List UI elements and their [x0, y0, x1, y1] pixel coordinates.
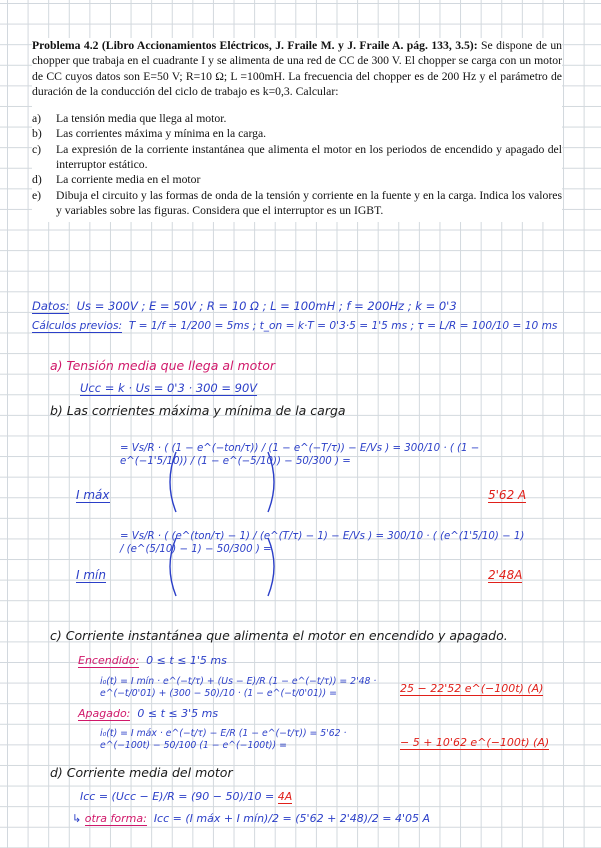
question-text: La expresión de la corriente instantánea que alimenta el motor en los periodos de encendido y apagado del interruptor estático. [56, 142, 562, 172]
previos-label: Cálculos previos: [32, 320, 123, 332]
encendido-formula: i₀(t) = I mín · e^(−t/τ) + (Us − E)/R (1 − e^(−t/τ)) = 2'48 · e^(−t/0'01) + (300 − 50)/10 · (1 − e^(−t/0'01)) = [100, 676, 377, 699]
imax-value: 5'62 A [488, 488, 527, 502]
arrow-icon: ↳ [72, 812, 82, 825]
previos-values: T = 1/f = 1/200 = 5ms ; t_on = k·T = 0'3·5 = 1'5 ms ; τ = L/R = 100/10 = 10 ms [128, 320, 558, 332]
question-letter: a) [32, 112, 42, 126]
imax-expression: = Vs/R · ( (1 − e^(−ton/τ)) / (1 − e^(−T/τ)) − E/Vs ) = 300/10 · ( (1 − e^(−1'5/10)) / (1 − e^(−5/10)) − 50/300 ) = [120, 443, 480, 467]
imax-symbol: I máx [76, 488, 110, 502]
apagado-formula: i₀(t) = I máx · e^(−t/τ) − E/R (1 − e^(−t/τ)) = 5'62 · e^(−100t) − 50/100 (1 − e^(−100t)) = [100, 728, 347, 751]
otra-forma-label: otra forma: [84, 812, 147, 825]
question-text: Las corrientes máxima y mínima en la carga. [56, 127, 267, 141]
question-text: La corriente media en el motor [56, 173, 201, 187]
question-text: La tensión media que llega al motor. [56, 112, 227, 126]
question-letter: b) [32, 127, 42, 141]
problem-heading: Problema 4.2 (Libro Accionamientos Eléctricos, J. Fraile M. y J. Fraile A. pág. 133, 3.5): [32, 39, 478, 52]
problem-text: Se dispone de un chopper que trabaja en el cuadrante I y se alimenta de una red de CC de 300 V. El chopper se carga con un motor de CC cuyos datos son E=50 V; R=10 Ω; L =100mH. La frecuencia del chopper es de 200 Hz y el parámetro de duración de la conducción del ciclo de trabajo es k=0,3. Calcular: [32, 39, 563, 98]
encendido-range: 0 ≤ t ≤ 1'5 ms [146, 654, 227, 667]
question-text: Dibuja el circuito y las formas de onda de la tensión y corriente en la fuente y en la carga. Indica los valores y variables sobre las figuras. Considera que el interruptor es un IGBT. [56, 188, 562, 217]
imin-value: 2'48A [488, 568, 523, 582]
section-c-title: c) Corriente instantánea que alimenta el motor en encendido y apagado. [50, 628, 508, 643]
apagado-result-value: − 5 + 10'62 e^(−100t) (A) [400, 736, 550, 749]
apagado-range: 0 ≤ t ≤ 3'5 ms [137, 707, 219, 720]
datos-label: Datos: [32, 299, 70, 313]
otra-forma-formula: Icc = (I máx + I mín)/2 = (5'62 + 2'48)/2 = 4'05 A [153, 812, 431, 825]
icc-result: 4A [277, 790, 293, 803]
section-a-title: a) Tensión media que llega al motor [50, 358, 275, 373]
datos-values: Us = 300V ; E = 50V ; R = 10 Ω ; L = 100mH ; f = 200Hz ; k = 0'3 [76, 299, 457, 313]
icc-formula: Icc = (Ucc − E)/R = (90 − 50)/10 = [80, 790, 275, 803]
apagado-label: Apagado: [78, 707, 131, 720]
question-letter: c) [32, 142, 42, 156]
average-voltage-formula: Ucc = k · Us = 0'3 · 300 = 90V [80, 381, 258, 395]
encendido-label: Encendido: [78, 654, 140, 667]
encendido-result-value: 25 − 22'52 e^(−100t) (A) [400, 682, 544, 695]
question-letter: d) [32, 173, 42, 187]
question-letter: e) [32, 188, 42, 202]
imin-expression: = Vs/R · ( (e^(ton/τ) − 1) / (e^(T/τ) − 1) − E/Vs ) = 300/10 · ( (e^(1'5/10) − 1) / (e^(5/10) − 1) − 50/300 ) = [120, 531, 525, 555]
section-d-title: d) Corriente media del motor [50, 765, 233, 780]
imin-symbol: I mín [76, 568, 106, 582]
section-b-title: b) Las corrientes máxima y mínima de la carga [50, 403, 346, 418]
